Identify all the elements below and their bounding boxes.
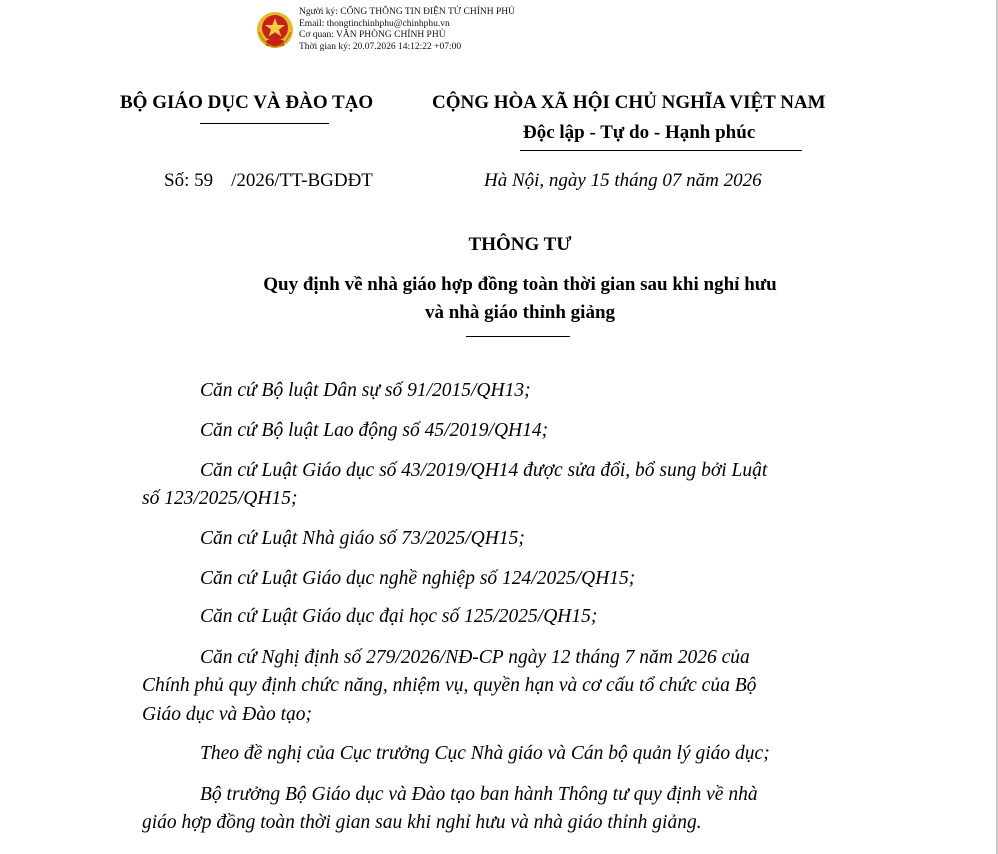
email-line: Email: thongtinchinhphu@chinhphu.vn [299,18,450,29]
legal-basis-line: Căn cứ Nghị định số 279/2026/NĐ-CP ngày 12 tháng 7 năm 2026 của [200,647,750,668]
legal-basis-line: Giáo dục và Đào tạo; [142,704,313,725]
agency-line: Cơ quan: VĂN PHÒNG CHÍNH PHỦ [299,30,446,40]
document-subject-line-1: Quy định về nhà giáo hợp đồng toàn thời gian sau khi nghỉ hưu [263,274,777,295]
legal-basis-line: Căn cứ Luật Nhà giáo số 73/2025/QH15; [200,528,525,549]
signature-text [299,7,515,53]
signer-line: Người ký: CỔNG THÔNG TIN ĐIỆN TỬ CHÍNH PHỦ [299,7,515,17]
promulgation-line: Bộ trưởng Bộ Giáo dục và Đào tạo ban hành Thông tư quy định về nhà [200,784,758,805]
legal-basis-line: số 123/2025/QH15; [142,488,298,509]
document-number [164,170,373,192]
issue-date: Hà Nội, ngày 15 tháng 07 năm 2026 [484,170,762,191]
legal-basis-line: Căn cứ Luật Giáo dục số 43/2019/QH14 được sửa đổi, bổ sung bởi Luật [200,460,768,481]
legal-basis-line: Căn cứ Luật Giáo dục nghề nghiệp số 124/2025/QH15; [200,568,636,589]
digital-signature-block [255,7,575,55]
title-underline [466,336,570,337]
legal-basis-line: Căn cứ Bộ luật Lao động số 45/2019/QH14; [200,420,549,441]
motto-underline [520,150,802,151]
legal-basis-line: Chính phủ quy định chức năng, nhiệm vụ, quyền hạn và cơ cấu tổ chức của Bộ [142,675,757,696]
legal-basis-line: Căn cứ Luật Giáo dục đại học số 125/2025/QH15; [200,606,598,627]
document-number-suffix: /2026/TT-BGDĐT [231,170,373,191]
national-emblem-icon [255,10,295,50]
promulgation-line: giáo hợp đồng toàn thời gian sau khi nghỉ hưu và nhà giáo thỉnh giảng. [142,812,702,833]
sign-time-line: Thời gian ký: 20.07.2026 14:12:22 +07:00 [299,41,462,52]
issuing-ministry: BỘ GIÁO DỤC VÀ ĐÀO TẠO [120,92,374,113]
national-motto: Độc lập - Tự do - Hạnh phúc [523,122,756,143]
document-type-title: THÔNG TƯ [468,234,572,255]
proposal-line: Theo đề nghị của Cục trưởng Cục Nhà giáo và Cán bộ quản lý giáo dục; [200,743,770,764]
ministry-underline [200,123,329,124]
document-number-prefix: Số: 59 [164,170,214,191]
legal-basis-line: Căn cứ Bộ luật Dân sự số 91/2015/QH13; [200,380,531,401]
document-subject-line-2: và nhà giáo thỉnh giảng [424,302,616,323]
country-name: CỘNG HÒA XÃ HỘI CHỦ NGHĨA VIỆT NAM [432,92,826,113]
